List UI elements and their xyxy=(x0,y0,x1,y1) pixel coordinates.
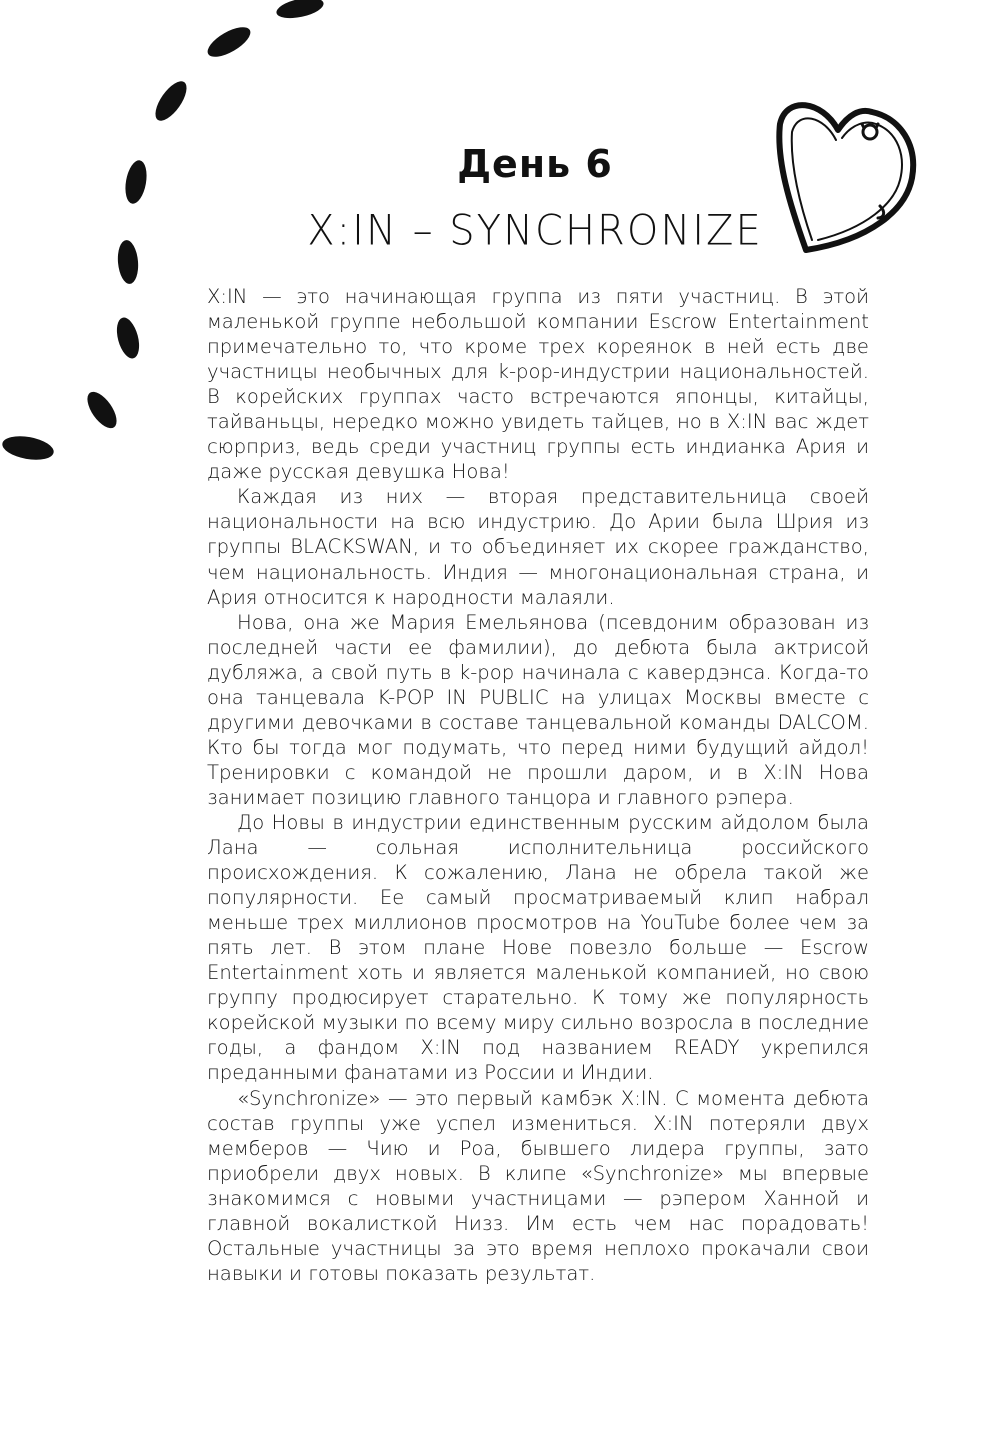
paragraph: X:IN — это начинающая группа из пяти участниц. В этой маленькой группе небольшой компании Escrow Entertainment примечательно то, что кроме трех кореянок в ней есть две участницы необычных для k-pop-индустрии национальностей. В корейских группах часто встречаются японцы, китайцы, тайваньцы, нередко можно увидеть тайцев, но в X:IN вас ждет сюрприз, ведь среди участниц группы есть индианка Ария и даже русская девушка Нова! xyxy=(207,285,869,484)
trail-dash xyxy=(0,433,55,464)
paragraph: Нова, она же Мария Емельянова (псевдоним образован из последней части ее фамилии), до дебюта была актрисой дубляжа, а свой путь в k-pop начинала с кавердэнса. Когда-то она танцевала K-POP IN PUBLIC на улицах Москвы вместе с другими девочками в составе танцевальной команды DALCOM. Кто бы тогда мог подумать, что перед ними будущий айдол! Тренировки с командой не прошли даром, и в X:IN Нова занимает позицию главного танцора и главного рэпера. xyxy=(207,610,869,809)
chapter-subtitle: X:IN – SYNCHRONIZE xyxy=(307,206,763,256)
trail-dash xyxy=(203,21,255,62)
trail-dash xyxy=(113,315,143,361)
trail-dash xyxy=(150,76,193,125)
chapter-title: День 6 xyxy=(457,142,613,186)
trail-dash xyxy=(82,387,122,433)
trail-dash xyxy=(275,0,326,22)
article-body xyxy=(207,284,869,1286)
paragraph: До Новы в индустрии единственным русским айдолом была Лана — сольная исполнительница российского происхождения. К сожалению, Лана не обрела такой же популярности. Ее самый просматриваемый клип набрал меньше трех миллионов просмотров на YouTube более чем за пять лет. В этом плане Нове повезло больше — Escrow Entertainment хоть и является маленькой компанией, но свою группу продюсирует старательно. К тому же популярность корейской музыки по всему миру сильно возросла в последние годы, а фандом X:IN под названием READY укрепился преданными фанатами из России и Индии. xyxy=(207,810,869,1085)
paragraph: «Synchronize» — это первый камбэк X:IN. С момента дебюта состав группы уже успел измениться. X:IN потеряли двух мемберов — Чию и Роа, бывшего лидера группы, зато приобрели двух новых. В клипе «Synchronize» мы впервые знакомимся с новыми участницами — рэпером Ханной и главной вокалисткой Низз. Им есть чем нас порадовать! Остальные участницы за это время неплохо прокачали свои навыки и готовы показать результат. xyxy=(207,1086,869,1285)
paragraph: Каждая из них — вторая представительница своей национальности на всю индустрию. До Арии была Шрия из группы BLACKSWAN, и то объединяет их скорее гражданство, чем национальность. Индия — многонациональная страна, и Ария относится к народности малаяли. xyxy=(207,485,869,609)
